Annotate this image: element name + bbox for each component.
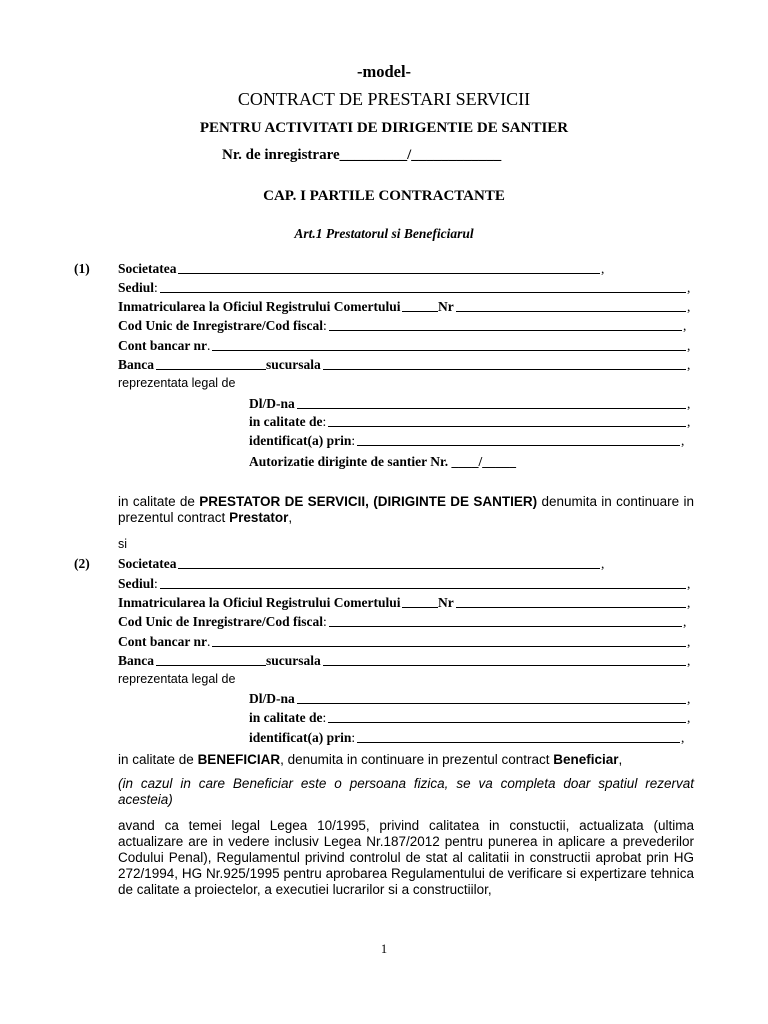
fill-line — [160, 292, 686, 293]
paragraph-text: , denumita in continuare in prezentul contract — [280, 752, 554, 767]
representative-field — [249, 454, 516, 470]
form-field — [118, 556, 176, 572]
field-punctuation: , — [683, 614, 687, 629]
field-separator: : — [322, 710, 327, 725]
field-label: Cod Unic de Inregistrare/Cod fiscal — [118, 318, 323, 333]
paragraph-text: , — [618, 752, 623, 767]
form-field — [118, 318, 327, 334]
field-punctuation: , — [601, 261, 605, 276]
field-label: identificat(a) prin — [249, 730, 352, 745]
field-separator: : — [323, 614, 327, 629]
field-punctuation: , — [687, 396, 691, 411]
form-field — [118, 299, 400, 315]
article-heading: Art.1 Prestatorul si Beneficiarul — [294, 226, 474, 241]
form-field — [118, 653, 154, 669]
field-punctuation: , — [681, 433, 685, 448]
short-name-beneficiar: Beneficiar — [553, 752, 619, 767]
field-label: Cod Unic de Inregistrare/Cod fiscal — [118, 614, 323, 629]
representative-label: reprezentata legal de — [118, 376, 236, 390]
authorization-number: ____/_____ — [451, 454, 516, 469]
prestator-paragraph — [118, 494, 694, 526]
paragraph-text: in calitate de — [118, 494, 200, 509]
fill-line — [402, 607, 438, 608]
representative-label: reprezentata legal de — [118, 672, 236, 686]
field-label: Societatea — [118, 261, 177, 276]
field-label: Banca — [118, 653, 155, 668]
field-punctuation: , — [687, 280, 691, 295]
field-label: Banca — [118, 357, 155, 372]
field-punctuation: , — [687, 299, 691, 314]
representative-field — [249, 691, 295, 707]
fill-line — [357, 742, 680, 743]
field-punctuation: , — [687, 634, 691, 649]
page-number: 1 — [380, 942, 388, 956]
field-label: Sediul — [118, 576, 155, 591]
chapter-heading: CAP. I PARTILE CONTRACTANTE — [263, 188, 505, 204]
field-label: identificat(a) prin — [249, 433, 352, 448]
form-field — [118, 280, 158, 296]
field-label: Autorizatie diriginte de santier Nr. — [249, 454, 449, 469]
field-punctuation: , — [687, 595, 691, 610]
field-label: Cont bancar nr — [118, 338, 208, 353]
form-field — [118, 576, 158, 592]
representative-field — [249, 730, 355, 746]
field-label: Inmatricularea la Oficiul Registrului Comertului — [118, 299, 401, 314]
field-label-secondary: Nr — [438, 299, 454, 314]
representative-field — [249, 710, 326, 726]
field-separator: . — [207, 338, 211, 353]
field-label-secondary: Nr — [438, 595, 454, 610]
field-label: Sediul — [118, 280, 155, 295]
field-label: Cont bancar nr — [118, 634, 208, 649]
fill-line — [178, 568, 600, 569]
fill-line — [329, 330, 682, 331]
representative-field — [249, 396, 295, 412]
paragraph-text: , — [288, 510, 293, 525]
representative-field — [249, 414, 326, 430]
form-field — [118, 634, 210, 650]
fill-line — [323, 369, 686, 370]
fill-line — [178, 273, 600, 274]
field-label: Dl/D-na — [249, 396, 295, 411]
field-label: Societatea — [118, 556, 177, 571]
field-label: Inmatricularea la Oficiul Registrului Comertului — [118, 595, 401, 610]
field-punctuation: , — [687, 710, 691, 725]
field-punctuation: , — [681, 730, 685, 745]
form-field — [118, 338, 210, 354]
fill-line — [212, 646, 686, 647]
field-label-secondary: sucursala — [266, 357, 321, 372]
fill-line — [297, 703, 686, 704]
fill-line — [328, 722, 686, 723]
field-separator: : — [323, 318, 327, 333]
form-field — [118, 595, 400, 611]
field-label: Dl/D-na — [249, 691, 295, 706]
fill-line — [328, 426, 686, 427]
fill-line — [456, 311, 686, 312]
field-label-secondary: sucursala — [266, 653, 321, 668]
field-label: in calitate de — [249, 414, 323, 429]
form-field — [118, 614, 327, 630]
field-separator: . — [207, 634, 211, 649]
field-punctuation: , — [687, 338, 691, 353]
representative-field — [249, 433, 355, 449]
fill-line — [160, 588, 686, 589]
role-prestator: PRESTATOR DE SERVICII, (DIRIGINTE DE SANTIER) — [199, 494, 538, 509]
form-field — [118, 357, 154, 373]
party-number: (2) — [74, 556, 90, 571]
document-subtitle: PENTRU ACTIVITATI DE DIRIGENTIE DE SANTIER — [199, 120, 569, 136]
document-title: CONTRACT DE PRESTARI SERVICII — [237, 89, 531, 109]
party-number: (1) — [74, 261, 90, 276]
field-label: in calitate de — [249, 710, 323, 725]
conjunction-si: si — [118, 537, 128, 551]
paragraph-text: in calitate de — [118, 752, 198, 767]
fill-line — [156, 665, 266, 666]
role-beneficiar: BENEFICIAR — [197, 752, 281, 767]
field-punctuation: , — [687, 576, 691, 591]
short-name-prestator: Prestator — [229, 510, 289, 525]
beneficiar-paragraph — [118, 752, 694, 768]
fill-line — [329, 626, 682, 627]
fill-line — [156, 369, 266, 370]
field-punctuation: , — [687, 691, 691, 706]
legal-basis-paragraph: avand ca temei legal Legea 10/1995, privind calitatea in constuctii, actualizata (ultima actualizare are in vedere inclusiv Legea Nr.187/2012 pentru punerea in aplicare a prevederilor Codului Penal), Regulamentul privind controlul de stat al calitatii in constructii aprobat prin HG 272/1994, HG Nr.925/1995 pentru aprobarea Regulamentului de verificare si expertizare tehnica de calitate a proiectelor, a executiei lucrarilor si a constructiilor, — [118, 818, 694, 897]
field-punctuation: , — [683, 318, 687, 333]
fill-line — [297, 408, 686, 409]
physical-person-note: (in cazul in care Beneficiar este o persoana fizica, se va completa doar spatiul rezervat acesteia) — [118, 776, 694, 807]
paragraph-text: denumita in continuare in prezentul contract — [118, 494, 694, 525]
field-punctuation: , — [687, 357, 691, 372]
field-separator: : — [154, 280, 158, 295]
field-separator: : — [322, 414, 327, 429]
model-label: -model- — [356, 62, 412, 81]
registration-number: Nr. de inregistrare_________/____________ — [222, 147, 502, 163]
fill-line — [323, 665, 686, 666]
field-punctuation: , — [687, 653, 691, 668]
field-separator: : — [351, 433, 356, 448]
fill-line — [402, 311, 438, 312]
form-field — [118, 261, 176, 277]
field-punctuation: , — [601, 556, 605, 571]
field-separator: : — [351, 730, 356, 745]
field-punctuation: , — [687, 414, 691, 429]
fill-line — [212, 350, 686, 351]
field-separator: : — [154, 576, 158, 591]
fill-line — [456, 607, 686, 608]
fill-line — [357, 445, 680, 446]
